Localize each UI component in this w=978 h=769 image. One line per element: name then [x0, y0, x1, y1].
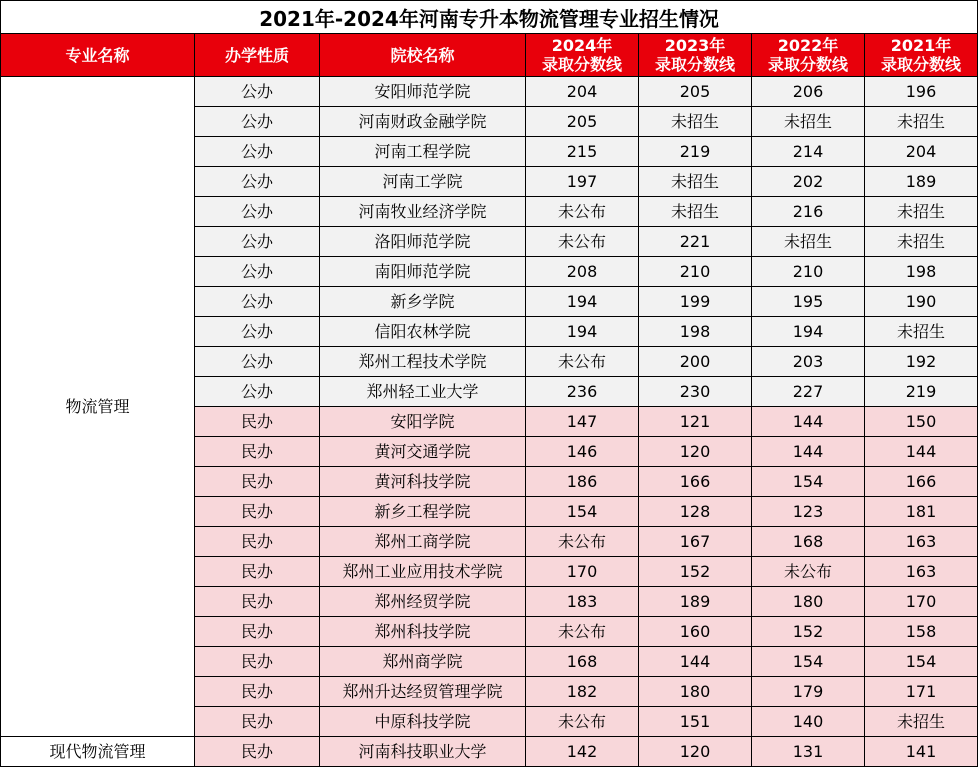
score-2024-cell: 未公布 [526, 197, 639, 227]
school-type-cell: 民办 [195, 647, 320, 677]
score-2024-cell: 未公布 [526, 527, 639, 557]
score-2021-cell: 198 [865, 257, 978, 287]
score-2023-cell: 120 [639, 437, 752, 467]
score-2024-cell: 未公布 [526, 617, 639, 647]
score-2024-cell: 182 [526, 677, 639, 707]
header-2024: 2024年 录取分数线 [526, 34, 639, 77]
header-type: 办学性质 [195, 34, 320, 77]
score-2024-cell: 236 [526, 377, 639, 407]
school-name-cell: 安阳师范学院 [320, 77, 526, 107]
score-2022-cell: 195 [752, 287, 865, 317]
score-2024-cell: 168 [526, 647, 639, 677]
score-2022-cell: 未招生 [752, 227, 865, 257]
school-name-cell: 新乡工程学院 [320, 497, 526, 527]
school-name-cell: 中原科技学院 [320, 707, 526, 737]
school-name-cell: 郑州工商学院 [320, 527, 526, 557]
score-2022-cell: 152 [752, 617, 865, 647]
score-2021-cell: 166 [865, 467, 978, 497]
score-2021-cell: 163 [865, 557, 978, 587]
score-2021-cell: 144 [865, 437, 978, 467]
score-2024-cell: 未公布 [526, 347, 639, 377]
score-2024-cell: 215 [526, 137, 639, 167]
score-2022-cell: 179 [752, 677, 865, 707]
score-2024-cell: 205 [526, 107, 639, 137]
table-row [1, 737, 978, 767]
score-2021-cell: 未招生 [865, 107, 978, 137]
score-2024-cell: 142 [526, 737, 639, 767]
score-2024-cell: 170 [526, 557, 639, 587]
school-type-cell: 公办 [195, 197, 320, 227]
school-type-cell: 公办 [195, 347, 320, 377]
score-2022-cell: 123 [752, 497, 865, 527]
score-2023-cell: 199 [639, 287, 752, 317]
major-name-cell: 物流管理 [1, 77, 195, 737]
score-2024-cell: 未公布 [526, 707, 639, 737]
score-2024-cell: 183 [526, 587, 639, 617]
school-name-cell: 河南科技职业大学 [320, 737, 526, 767]
score-2024-cell: 194 [526, 287, 639, 317]
school-name-cell: 郑州经贸学院 [320, 587, 526, 617]
score-2022-cell: 140 [752, 707, 865, 737]
score-2023-cell: 151 [639, 707, 752, 737]
score-2023-cell: 144 [639, 647, 752, 677]
school-type-cell: 公办 [195, 77, 320, 107]
school-name-cell: 洛阳师范学院 [320, 227, 526, 257]
score-2022-cell: 206 [752, 77, 865, 107]
score-2021-cell: 141 [865, 737, 978, 767]
score-2021-cell: 190 [865, 287, 978, 317]
score-2021-cell: 170 [865, 587, 978, 617]
score-2023-cell: 120 [639, 737, 752, 767]
score-2024-cell: 154 [526, 497, 639, 527]
score-2024-cell: 204 [526, 77, 639, 107]
score-2022-cell: 203 [752, 347, 865, 377]
score-2021-cell: 171 [865, 677, 978, 707]
score-2022-cell: 144 [752, 437, 865, 467]
score-2021-cell: 219 [865, 377, 978, 407]
table-row [1, 77, 978, 107]
major-name-cell: 现代物流管理 [1, 737, 195, 767]
score-2023-cell: 160 [639, 617, 752, 647]
school-name-cell: 河南财政金融学院 [320, 107, 526, 137]
score-2022-cell: 216 [752, 197, 865, 227]
school-type-cell: 公办 [195, 107, 320, 137]
score-2024-cell: 194 [526, 317, 639, 347]
score-2023-cell: 152 [639, 557, 752, 587]
school-type-cell: 公办 [195, 287, 320, 317]
school-name-cell: 郑州工业应用技术学院 [320, 557, 526, 587]
score-2023-cell: 210 [639, 257, 752, 287]
school-name-cell: 郑州商学院 [320, 647, 526, 677]
score-2024-cell: 147 [526, 407, 639, 437]
school-name-cell: 河南牧业经济学院 [320, 197, 526, 227]
school-name-cell: 新乡学院 [320, 287, 526, 317]
score-2024-cell: 197 [526, 167, 639, 197]
score-2023-cell: 200 [639, 347, 752, 377]
score-2022-cell: 未公布 [752, 557, 865, 587]
score-2024-cell: 208 [526, 257, 639, 287]
score-2021-cell: 189 [865, 167, 978, 197]
school-type-cell: 民办 [195, 557, 320, 587]
score-2022-cell: 154 [752, 647, 865, 677]
score-2021-cell: 181 [865, 497, 978, 527]
score-2021-cell: 未招生 [865, 707, 978, 737]
score-2023-cell: 230 [639, 377, 752, 407]
score-2021-cell: 192 [865, 347, 978, 377]
school-name-cell: 郑州轻工业大学 [320, 377, 526, 407]
school-name-cell: 黄河交通学院 [320, 437, 526, 467]
school-name-cell: 信阳农林学院 [320, 317, 526, 347]
score-2023-cell: 198 [639, 317, 752, 347]
score-2022-cell: 180 [752, 587, 865, 617]
score-2023-cell: 未招生 [639, 107, 752, 137]
score-2023-cell: 166 [639, 467, 752, 497]
score-2023-cell: 189 [639, 587, 752, 617]
header-2021: 2021年 录取分数线 [865, 34, 978, 77]
score-2023-cell: 未招生 [639, 197, 752, 227]
header-2023: 2023年 录取分数线 [639, 34, 752, 77]
score-2022-cell: 未招生 [752, 107, 865, 137]
school-type-cell: 民办 [195, 707, 320, 737]
school-type-cell: 民办 [195, 497, 320, 527]
score-2022-cell: 144 [752, 407, 865, 437]
score-2023-cell: 128 [639, 497, 752, 527]
school-type-cell: 公办 [195, 227, 320, 257]
school-name-cell: 南阳师范学院 [320, 257, 526, 287]
score-2021-cell: 196 [865, 77, 978, 107]
school-name-cell: 黄河科技学院 [320, 467, 526, 497]
title-row [1, 1, 978, 34]
score-2022-cell: 214 [752, 137, 865, 167]
score-2021-cell: 163 [865, 527, 978, 557]
school-name-cell: 郑州科技学院 [320, 617, 526, 647]
school-type-cell: 民办 [195, 587, 320, 617]
score-2022-cell: 168 [752, 527, 865, 557]
school-type-cell: 民办 [195, 617, 320, 647]
header-2022: 2022年 录取分数线 [752, 34, 865, 77]
score-2022-cell: 210 [752, 257, 865, 287]
school-type-cell: 公办 [195, 317, 320, 347]
score-2022-cell: 202 [752, 167, 865, 197]
score-2021-cell: 未招生 [865, 317, 978, 347]
score-2023-cell: 205 [639, 77, 752, 107]
score-2024-cell: 146 [526, 437, 639, 467]
school-name-cell: 河南工程学院 [320, 137, 526, 167]
header-row [1, 34, 978, 77]
score-2023-cell: 180 [639, 677, 752, 707]
score-2021-cell: 204 [865, 137, 978, 167]
school-type-cell: 民办 [195, 737, 320, 767]
school-type-cell: 民办 [195, 437, 320, 467]
school-type-cell: 民办 [195, 527, 320, 557]
school-type-cell: 公办 [195, 137, 320, 167]
school-type-cell: 民办 [195, 467, 320, 497]
score-2022-cell: 194 [752, 317, 865, 347]
score-2023-cell: 221 [639, 227, 752, 257]
school-name-cell: 河南工学院 [320, 167, 526, 197]
score-2023-cell: 219 [639, 137, 752, 167]
school-type-cell: 公办 [195, 167, 320, 197]
score-2023-cell: 121 [639, 407, 752, 437]
school-name-cell: 郑州工程技术学院 [320, 347, 526, 377]
score-2021-cell: 158 [865, 617, 978, 647]
score-2021-cell: 未招生 [865, 227, 978, 257]
score-2024-cell: 186 [526, 467, 639, 497]
school-type-cell: 民办 [195, 407, 320, 437]
school-type-cell: 公办 [195, 257, 320, 287]
header-school: 院校名称 [320, 34, 526, 77]
score-2021-cell: 150 [865, 407, 978, 437]
school-type-cell: 民办 [195, 677, 320, 707]
score-2022-cell: 131 [752, 737, 865, 767]
school-name-cell: 郑州升达经贸管理学院 [320, 677, 526, 707]
score-2021-cell: 未招生 [865, 197, 978, 227]
score-2023-cell: 未招生 [639, 167, 752, 197]
school-name-cell: 安阳学院 [320, 407, 526, 437]
score-2023-cell: 167 [639, 527, 752, 557]
score-2024-cell: 未公布 [526, 227, 639, 257]
score-2021-cell: 154 [865, 647, 978, 677]
score-2022-cell: 227 [752, 377, 865, 407]
score-2022-cell: 154 [752, 467, 865, 497]
school-type-cell: 公办 [195, 377, 320, 407]
table-title: 2021年-2024年河南专升本物流管理专业招生情况 [1, 1, 978, 34]
header-major: 专业名称 [1, 34, 195, 77]
